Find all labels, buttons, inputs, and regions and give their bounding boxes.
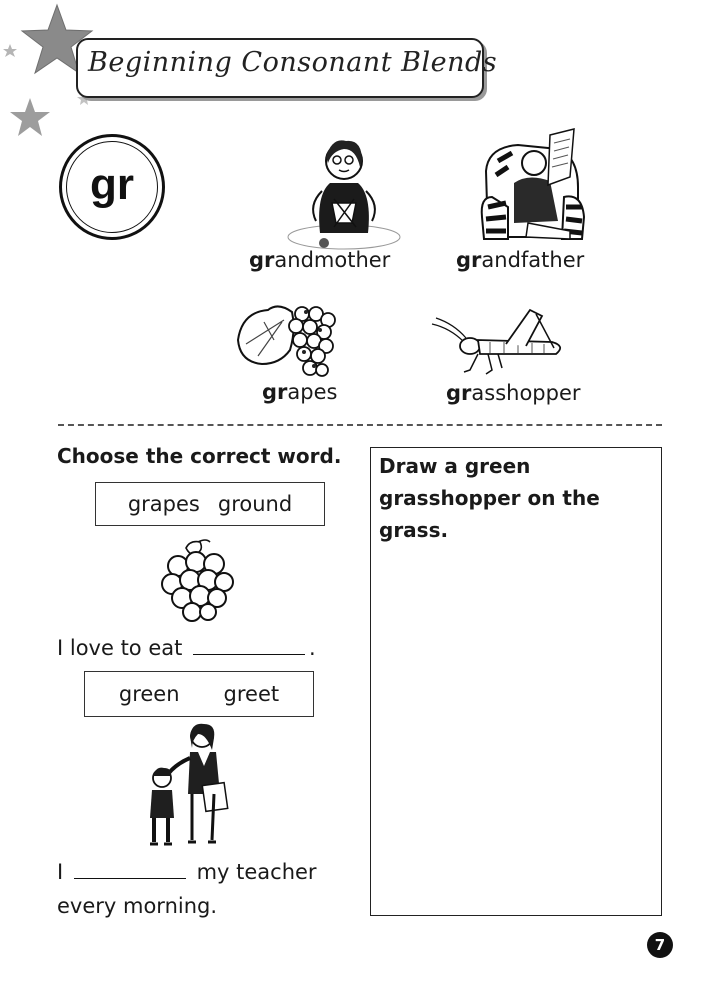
page-number: 7 xyxy=(647,932,673,958)
teacher-and-child-picture-icon xyxy=(146,722,234,848)
word-grapes: grapes xyxy=(262,380,338,404)
grandmother-picture-icon xyxy=(286,133,404,253)
q2-option-greet[interactable]: greet xyxy=(223,682,280,706)
section-divider xyxy=(58,424,662,426)
q1-option-ground[interactable]: ground xyxy=(217,492,293,516)
word-grandfather: grandfather xyxy=(456,248,585,272)
drawing-prompt: Draw a green grasshopper on the grass. xyxy=(379,454,600,542)
q1-answer-blank[interactable] xyxy=(193,653,305,655)
blend-label: gr xyxy=(66,141,158,233)
q1-option-grapes[interactable]: grapes xyxy=(127,492,200,516)
exercise-heading: Choose the correct word. xyxy=(57,444,342,468)
word-grandmother: grandmother xyxy=(249,248,391,272)
q2-answer-blank[interactable] xyxy=(74,877,186,879)
word-grasshopper: grasshopper xyxy=(446,381,581,405)
q1-sentence: I love to eat . xyxy=(57,636,316,660)
q2-option-green[interactable]: green xyxy=(118,682,180,706)
grandfather-picture-icon xyxy=(478,127,590,245)
grapes-vine-picture-icon xyxy=(234,300,338,386)
q2-word-box xyxy=(84,671,314,717)
q2-sentence: I my teacher every morning. xyxy=(57,860,317,918)
q1-word-box xyxy=(95,482,325,526)
grasshopper-picture-icon xyxy=(430,306,568,380)
blend-badge xyxy=(59,134,165,240)
page-title: Beginning Consonant Blends xyxy=(88,47,498,78)
grapes-picture-icon xyxy=(160,538,236,622)
